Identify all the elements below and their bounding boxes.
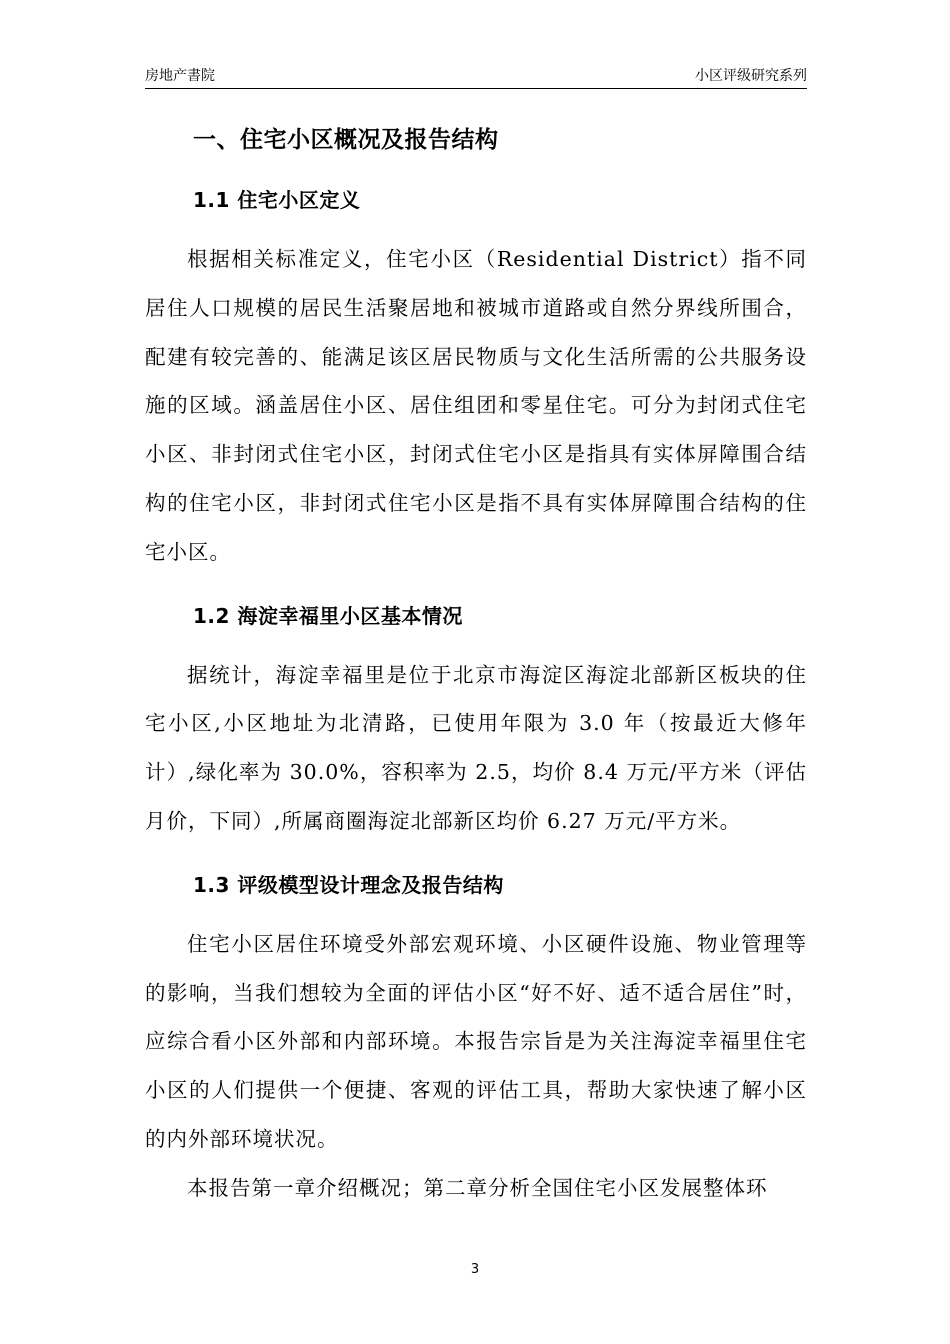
section-heading-1-1: 1.1 住宅小区定义 [193, 188, 361, 212]
paragraph-model-concept: 住宅小区居住环境受外部宏观环境、小区硬件设施、物业管理等的影响，当我们想较为全面的评估小区“好不好、适不适合居住”时，应综合看小区外部和内部环境。本报告宗旨是为关注海淀幸福里住宅小区的人们提供一个便捷、客观的评估工具，帮助大家快速了解小区的内外部环境状况。 [145, 931, 807, 1151]
page-body [145, 112, 807, 1213]
paragraph-definition: 根据相关标准定义，住宅小区（Residential District）指不同居住人口规模的居民生活聚居地和被城市道路或自然分界线所围合，配建有较完善的、能满足该区居民物质与文化生活所需的公共服务设施的区域。涵盖居住小区、居住组团和零星住宅。可分为封闭式住宅小区、非封闭式住宅小区，封闭式住宅小区是指具有实体屏障围合结构的住宅小区，非封闭式住宅小区是指不具有实体屏障围合结构的住宅小区。 [145, 247, 807, 564]
paragraph-community-overview: 据统计，海淀幸福里是位于北京市海淀区海淀北部新区板块的住宅小区,小区地址为北清路，已使用年限为 3.0 年（按最近大修年计）,绿化率为 30.0%，容积率为 2.5，均价 8.4 万元/平方米（评估月价，下同）,所属商圈海淀北部新区均价 6.27 万元/平方米。 [145, 662, 807, 833]
section-heading-1-3: 1.3 评级模型设计理念及报告结构 [193, 872, 504, 897]
section-heading-1-2: 1.2 海淀幸福里小区基本情况 [193, 603, 463, 628]
chapter-title: 一、住宅小区概况及报告结构 [193, 127, 499, 153]
header-publisher: 房地产書院 [145, 68, 215, 84]
page-number: 3 [470, 1262, 480, 1277]
page-header [145, 66, 807, 89]
header-series-title: 小区评级研究系列 [695, 68, 807, 84]
paragraph-report-structure: 本报告第一章介绍概况；第二章分析全国住宅小区发展整体环 [187, 1175, 768, 1200]
